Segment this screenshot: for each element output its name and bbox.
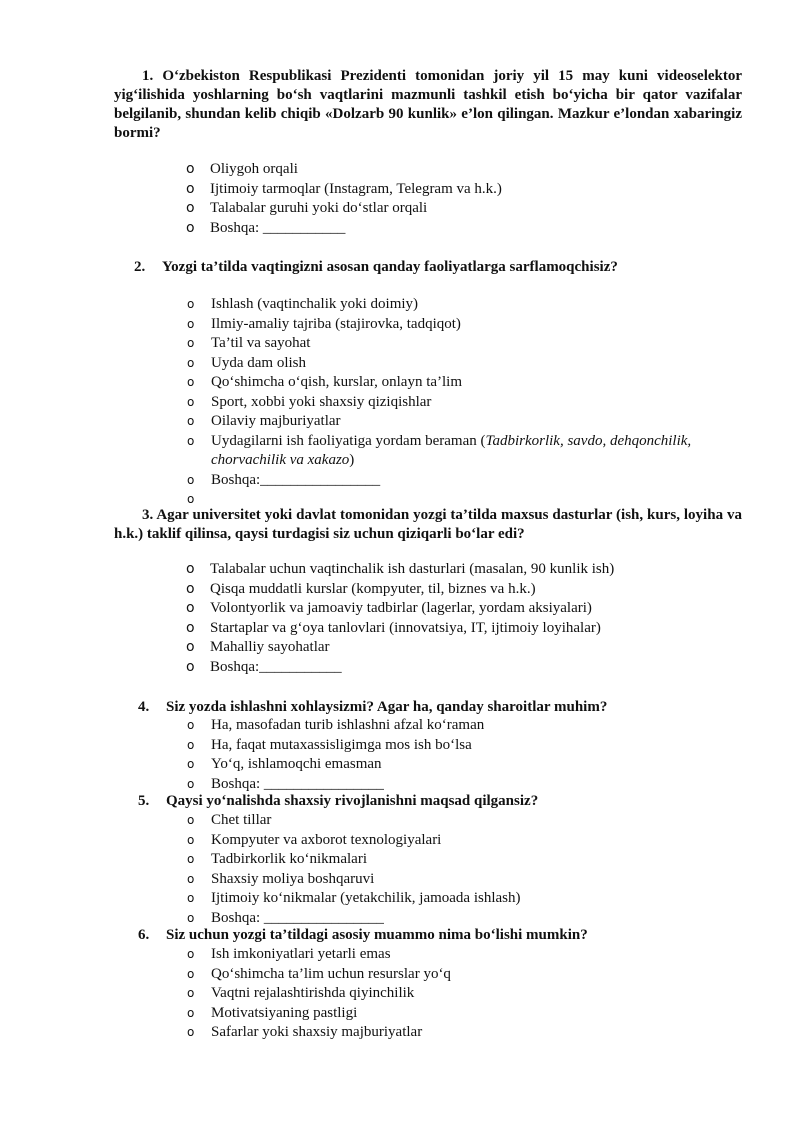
option[interactable]: o Qisqa muddatli kurslar (kompyuter, til, biznes va h.k.) <box>186 580 614 600</box>
question-5-number: 5. <box>138 793 150 809</box>
bullet-icon: o <box>187 375 195 389</box>
question-2-options <box>187 295 747 510</box>
bullet-icon: o <box>187 910 195 925</box>
option[interactable]: o Talabalar uchun vaqtinchalik ish dasturlari (masalan, 90 kunlik ish) <box>186 560 614 580</box>
option[interactable]: o Ha, masofadan turib ishlashni afzal ko‘raman <box>187 716 484 736</box>
bullet-icon: o <box>187 492 195 506</box>
option[interactable]: o Boshqa:___________ <box>186 658 614 678</box>
option[interactable]: o Ijtimoiy tarmoqlar (Instagram, Telegram va h.k.) <box>186 180 502 200</box>
option[interactable]: o Sport, xobbi yoki shaxsiy qiziqishlar <box>187 393 747 413</box>
option[interactable]: o Boshqa: ________________ <box>187 775 484 795</box>
option[interactable]: o Uydagilarni ish faoliyatiga yordam beraman (Tadbirkorlik, savdo, dehqonchilik, chorvachilik va xakazo) <box>187 432 692 468</box>
bullet-icon: o <box>187 891 195 905</box>
bullet-icon: o <box>187 355 195 370</box>
question-4-text: Siz yozda ishlashni xohlaysizmi? Agar ha, qanday sharoitlar muhim? <box>166 699 608 715</box>
question-1-number: 1. <box>142 68 154 84</box>
question-3-number: 3. <box>142 507 154 523</box>
option[interactable]: o Motivatsiyaning pastligi <box>187 1004 451 1024</box>
question-5-options <box>187 811 521 928</box>
option[interactable]: o Volontyorlik va jamoaviy tadbirlar (lagerlar, yordam aksiyalari) <box>186 599 614 619</box>
bullet-icon: o <box>186 180 195 197</box>
bullet-icon: o <box>187 757 195 771</box>
bullet-icon: o <box>187 813 195 827</box>
bullet-icon: o <box>187 336 195 350</box>
bullet-icon: o <box>187 832 195 847</box>
option[interactable]: o Oilaviy majburiyatlar <box>187 412 747 432</box>
bullet-icon: o <box>187 986 195 1000</box>
option[interactable]: o Ta’til va sayohat <box>187 334 747 354</box>
option[interactable]: o Tadbirkorlik ko‘nikmalari <box>187 850 521 870</box>
bullet-icon: o <box>187 947 195 961</box>
question-6 <box>118 926 746 945</box>
question-4-options <box>187 716 484 794</box>
bullet-icon: o <box>186 619 195 636</box>
option[interactable]: o Startaplar va g‘oya tanlovlari (innovatsiya, IT, ijtimoiy loyihalar) <box>186 619 614 639</box>
option[interactable]: o Ishlash (vaqtinchalik yoki doimiy) <box>187 295 747 315</box>
bullet-icon: o <box>186 639 195 655</box>
question-3-options <box>186 560 614 677</box>
bullet-icon: o <box>187 776 195 791</box>
question-6-number: 6. <box>138 927 150 943</box>
bullet-icon: o <box>187 297 195 311</box>
bullet-icon: o <box>186 219 195 236</box>
bullet-icon: o <box>186 561 195 577</box>
bullet-icon: o <box>187 737 195 752</box>
question-2-text: Yozgi ta’tilda vaqtingizni asosan qanday faoliyatlarga sarflamoqchisiz? <box>162 259 618 275</box>
option-italic-text: Tadbirkorlik, savdo, dehqonchilik, chorvachilik va xakazo <box>211 432 692 468</box>
bullet-icon: o <box>187 433 195 448</box>
option[interactable]: o Shaxsiy moliya boshqaruvi <box>187 870 521 890</box>
question-1-options <box>186 160 502 238</box>
question-3 <box>114 506 742 544</box>
option[interactable]: o Ijtimoiy ko‘nikmalar (yetakchilik, jamoada ishlash) <box>187 889 521 909</box>
bullet-icon: o <box>187 1005 195 1020</box>
option[interactable]: o Mahalliy sayohatlar <box>186 638 614 658</box>
bullet-icon: o <box>187 1025 195 1039</box>
option[interactable]: o Boshqa: ___________ <box>186 219 502 239</box>
question-5 <box>118 792 746 811</box>
option[interactable]: o Ish imkoniyatlari yetarli emas <box>187 945 451 965</box>
option[interactable]: o Qo‘shimcha o‘qish, kurslar, onlayn ta’lim <box>187 373 747 393</box>
option[interactable]: o Boshqa: ________________ <box>187 909 521 929</box>
bullet-icon: o <box>186 658 195 675</box>
bullet-icon: o <box>187 718 195 732</box>
question-2-number: 2. <box>134 259 146 275</box>
option[interactable]: o Ilmiy-amaliy tajriba (stajirovka, tadqiqot) <box>187 315 747 335</box>
bullet-icon: o <box>186 200 195 216</box>
option[interactable]: o Talabalar guruhi yoki do‘stlar orqali <box>186 199 502 219</box>
option[interactable]: o Qo‘shimcha ta’lim uchun resurslar yo‘q <box>187 965 451 985</box>
bullet-icon: o <box>186 161 195 177</box>
option[interactable]: o Yo‘q, ishlamoqchi emasman <box>187 755 484 775</box>
bullet-icon: o <box>187 852 195 866</box>
question-3-text: Agar universitet yoki davlat tomonidan yozgi ta’tilda maxsus dasturlar (ish, kurs, loyiha va h.k.) taklif qilinsa, qaysi turdagisi siz uchun qiziqarli bo‘lar edi? <box>114 507 742 542</box>
option[interactable]: o Vaqtni rejalashtirishda qiyinchilik <box>187 984 451 1004</box>
bullet-icon: o <box>187 414 195 428</box>
question-6-options <box>187 945 451 1043</box>
bullet-icon: o <box>187 316 195 331</box>
question-2 <box>114 258 742 277</box>
question-4 <box>118 698 746 717</box>
bullet-icon: o <box>187 394 195 409</box>
option[interactable]: o Chet tillar <box>187 811 521 831</box>
option[interactable]: o Uyda dam olish <box>187 354 747 374</box>
bullet-icon: o <box>187 472 195 487</box>
bullet-icon: o <box>187 966 195 981</box>
option[interactable]: o Oliygoh orqali <box>186 160 502 180</box>
bullet-icon: o <box>186 600 195 616</box>
question-5-text: Qaysi yo‘nalishda shaxsiy rivojlanishni maqsad qilgansiz? <box>166 793 539 809</box>
question-1 <box>114 67 742 143</box>
option[interactable]: o Safarlar yoki shaxsiy majburiyatlar <box>187 1023 451 1043</box>
option[interactable]: o Ha, faqat mutaxassisligimga mos ish bo‘lsa <box>187 736 484 756</box>
bullet-icon: o <box>186 580 195 597</box>
question-1-text: O‘zbekiston Respublikasi Prezidenti tomonidan joriy yil 15 may kuni videoselektor yig‘ilishida yoshlarning bo‘sh vaqtlarini mazmunli tashkil etish bo‘yicha bir qator vazifalar belgilanib, shundan kelib chiqib «Dolzarb 90 kunlik» e’lon qilingan. Mazkur e’londan xabaringiz bormi? <box>114 68 743 141</box>
option[interactable]: o Boshqa:________________ <box>187 471 747 491</box>
bullet-icon: o <box>187 871 195 886</box>
question-4-number: 4. <box>138 699 150 715</box>
option[interactable]: o Kompyuter va axborot texnologiyalari <box>187 831 521 851</box>
question-6-text: Siz uchun yozgi ta’tildagi asosiy muammo nima bo‘lishi mumkin? <box>166 927 588 943</box>
